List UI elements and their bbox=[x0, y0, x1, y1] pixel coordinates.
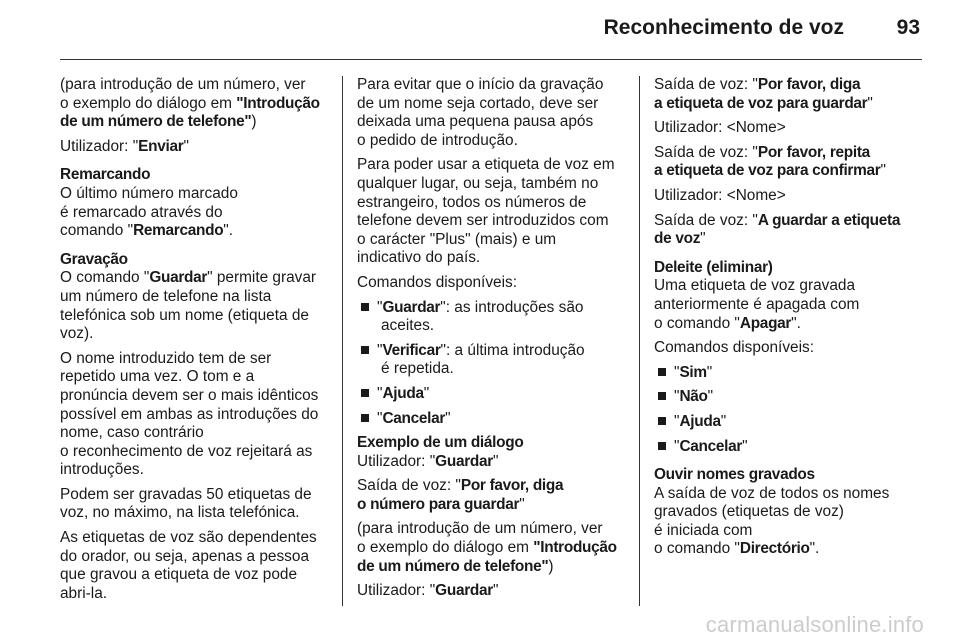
listen-heading: Ouvir nomes gravados bbox=[654, 466, 815, 484]
intro-link: "Introdução bbox=[236, 94, 320, 112]
voice-output-1: Saída de voz: "Por favor, diga a etiqueta de voz para guardar" bbox=[654, 76, 873, 112]
send-command: Enviar bbox=[138, 137, 184, 155]
column-2 bbox=[357, 76, 629, 607]
column-3: Saída de voz: "Por favor, diga a etiqueta de voz para guardar" Utilizador: <Nome> Saída de voz: "Por favor, repita a etiqueta de voz para confirmar" Utilizador: <Nome> Saída de voz: "A guardar a etiqueta de voz" Deleite (eliminar) Uma etiqueta de voz gravada anteriormente é apagada com o comando "Apagar". Comandos disponíveis: "Sim" "Não" "Ajuda" "Cancelar" Ouvir nomes gravados A saída de voz de todos os nomes gravados (etiquetas de voz) é iniciada com o comando "Directório". bbox=[654, 76, 926, 565]
limit-paragraph: Podem ser gravadas 50 etiquetas de voz, no máximo, na lista telefónica. bbox=[60, 485, 312, 522]
example-heading: Exemplo de um diálogo bbox=[357, 434, 524, 452]
delete-heading: Deleite (eliminar) bbox=[654, 258, 773, 276]
intro-paragraph: (para introdução de um número, ver o exemplo do diálogo em "Introdução de um número de telefone") bbox=[60, 76, 320, 131]
bullet-square-icon bbox=[658, 442, 666, 450]
list-item: "Não" bbox=[654, 388, 926, 407]
redial-section: Remarcando O último número marcado é remarcado através do comando "Remarcando". bbox=[60, 166, 332, 240]
bullet-square-icon bbox=[658, 368, 666, 376]
page-title: Reconhecimento de voz bbox=[603, 16, 844, 39]
save-command: Guardar bbox=[149, 269, 208, 287]
list-item: "Verificar": a última introdução é repetida. bbox=[357, 342, 629, 379]
column-divider-1 bbox=[342, 76, 343, 606]
speaker-paragraph: As etiquetas de voz são dependentes do orador, ou seja, apenas a pessoa que gravou a etiqueta de voz pode abri-la. bbox=[60, 529, 317, 602]
bullet-square-icon bbox=[658, 392, 666, 400]
bullet-square-icon bbox=[361, 414, 369, 422]
commands-label: Comandos disponíveis: bbox=[357, 273, 517, 291]
bullet-square-icon bbox=[361, 303, 369, 311]
voice-output-2: Saída de voz: "Por favor, repita a etiqueta de voz para confirmar" bbox=[654, 143, 886, 180]
list-item: "Guardar": as introduções são aceites. bbox=[357, 299, 629, 336]
repeat-paragraph: O nome introduzido tem de ser repetido uma vez. O tom e a pronúncia devem ser o mais idênticos possível em ambas as introduções do nome, caso contrário o reconhecimento de voz rejeitará as introduções. bbox=[60, 349, 319, 479]
user-send-line: Utilizador: "Enviar" bbox=[60, 137, 189, 155]
recording-heading: Gravação bbox=[60, 250, 128, 268]
column-divider-2 bbox=[639, 76, 640, 606]
list-item: "Ajuda" bbox=[654, 413, 926, 432]
list-item: "Cancelar" bbox=[654, 438, 926, 457]
list-item: "Sim" bbox=[654, 364, 926, 383]
recording-section: Gravação O comando "Guardar" permite gravar um número de telefone na lista telefónica sob um nome (etiqueta de voz). O nome introduzido tem de ser repetido uma vez. O tom e a pronúncia devem ser o mais idênticos possível em ambas as introduções do nome, caso contrário o reconhecimento de voz rejeitará as introduções. Podem ser gravadas 50 etiquetas de voz, no máximo, na lista telefónica. As etiquetas de voz são dependentes do orador, ou seja, apenas a pessoa que gravou a etiqueta de voz pode abri-la. bbox=[60, 251, 332, 604]
delete-section: Deleite (eliminar) Uma etiqueta de voz gravada anteriormente é apagada com o comando "Apagar". Comandos disponíveis: "Sim" "Não" "Ajuda" "Cancelar" bbox=[654, 259, 926, 456]
page-number: 93 bbox=[896, 16, 920, 39]
redial-heading: Remarcando bbox=[60, 166, 151, 184]
watermark: carmanualsonline.info bbox=[705, 612, 924, 637]
redial-command: Remarcando bbox=[133, 222, 224, 240]
example-section: Exemplo de um diálogo Utilizador: "Guardar" Saída de voz: "Por favor, diga o número para guardar" (para introdução de um número, ver o exemplo do diálogo em "Introdução de um número de telefone") Utilizador: "Guardar" bbox=[357, 434, 629, 601]
list-item: "Ajuda" bbox=[357, 385, 629, 404]
plus-paragraph: Para poder usar a etiqueta de voz em qualquer lugar, ou seja, também no estrangeiro, todos os números de telefone devem ser introduzidos com o carácter "Plus" (mais) e um indicativo do país. bbox=[357, 156, 615, 267]
bullet-square-icon bbox=[658, 417, 666, 425]
listen-section: Ouvir nomes gravados A saída de voz de todos os nomes gravados (etiquetas de voz) é iniciada com o comando "Directório". bbox=[654, 466, 926, 559]
column-1 bbox=[60, 76, 332, 609]
voice-output-3: Saída de voz: "A guardar a etiqueta de voz" bbox=[654, 211, 901, 248]
header-divider bbox=[60, 59, 922, 60]
page-header bbox=[0, 0, 960, 62]
list-item: "Cancelar" bbox=[357, 410, 629, 429]
bullet-square-icon bbox=[361, 389, 369, 397]
pause-paragraph: Para evitar que o início da gravação de um nome seja cortado, deve ser deixada uma pequena pausa após o pedido de introdução. bbox=[357, 76, 604, 149]
bullet-square-icon bbox=[361, 346, 369, 354]
